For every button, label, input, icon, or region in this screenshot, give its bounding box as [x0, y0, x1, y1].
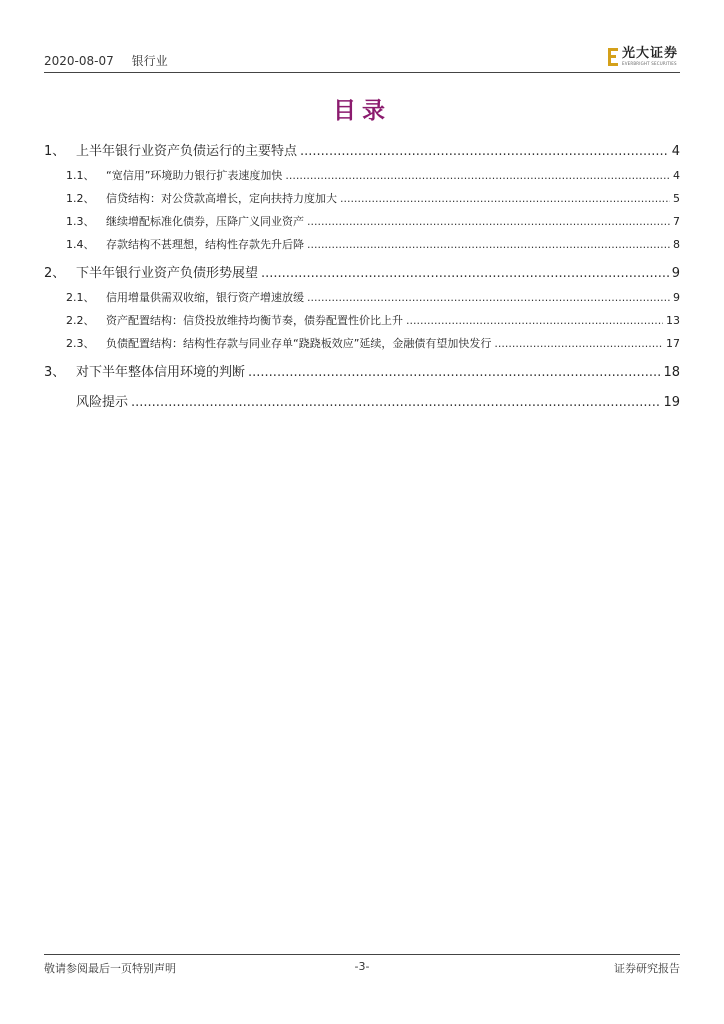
toc-entry-number: 1.4、 [66, 238, 95, 251]
report-date: 2020-08-07 [44, 54, 114, 68]
toc-entry-number: 1.1、 [66, 169, 95, 182]
logo-mark-icon [608, 48, 618, 66]
toc-entry-page: 13 [666, 314, 680, 327]
logo-name: 光大证券 [621, 46, 678, 61]
toc-entry[interactable] [44, 140, 680, 164]
toc-entry-number: 2.2、 [66, 314, 95, 327]
company-logo [608, 47, 678, 66]
toc-entry[interactable] [44, 210, 680, 233]
toc-entry-label: 存款结构不甚理想，结构性存款先升后降 [106, 238, 304, 251]
toc-leader-dots [248, 361, 660, 385]
toc-entry[interactable] [44, 361, 680, 385]
toc-entry-label: 信用增量供需双收缩，银行资产增速放缓 [106, 291, 304, 304]
toc-leader-dots [494, 332, 663, 355]
toc-entry-page: 17 [666, 337, 680, 350]
toc-leader-dots [406, 309, 663, 332]
toc-leader-dots [300, 140, 669, 164]
toc-leader-dots [307, 286, 670, 309]
toc-entry-label: 负债配置结构：结构性存款与同业存单“跷跷板效应”延续，金融债有望加快发行 [106, 337, 492, 350]
toc-entry-page: 4 [671, 144, 680, 159]
toc-leader-dots [261, 262, 669, 286]
toc-entry-label: 信贷结构：对公贷款高增长，定向扶持力度加大 [106, 192, 337, 205]
table-of-contents [44, 140, 680, 415]
toc-entry-page: 19 [663, 395, 680, 410]
toc-entry-label: 继续增配标准化债券，压降广义同业资产 [106, 215, 304, 228]
report-header [44, 52, 168, 69]
toc-entry-page: 9 [671, 266, 680, 281]
toc-leader-dots [340, 187, 670, 210]
toc-entry-number: 2.3、 [66, 337, 95, 350]
industry-label: 银行业 [131, 54, 168, 68]
toc-entry-label: 资产配置结构：信贷投放维持均衡节奏，债券配置性价比上升 [106, 314, 403, 327]
toc-entry-label: 对下半年整体信用环境的判断 [76, 365, 246, 380]
toc-entry[interactable] [44, 286, 680, 309]
toc-entry[interactable] [44, 262, 680, 286]
toc-leader-dots [131, 391, 660, 415]
toc-entry-number: 2.1、 [66, 291, 95, 304]
toc-entry-page: 5 [673, 192, 680, 205]
toc-leader-dots [307, 233, 670, 256]
toc-leader-dots [307, 210, 670, 233]
toc-entry[interactable] [44, 164, 680, 187]
toc-entry-label: 上半年银行业资产负债运行的主要特点 [76, 144, 298, 159]
toc-title: 目录 [333, 98, 391, 124]
toc-entry[interactable] [44, 187, 680, 210]
toc-entry-page: 18 [663, 365, 680, 380]
toc-entry-label: 风险提示 [76, 395, 129, 410]
page-number: -3- [354, 960, 370, 973]
toc-entry-label: 下半年银行业资产负债形势展望 [76, 266, 259, 281]
toc-entry[interactable] [44, 309, 680, 332]
toc-entry-number: 1.3、 [66, 215, 95, 228]
toc-entry[interactable] [44, 233, 680, 256]
toc-leader-dots [285, 164, 670, 187]
footer-divider [44, 954, 680, 955]
toc-entry[interactable] [44, 391, 680, 415]
toc-entry-page: 8 [673, 238, 680, 251]
toc-entry-page: 9 [673, 291, 680, 304]
footer-report-type: 证券研究报告 [614, 962, 680, 975]
toc-entry-number: 3、 [44, 365, 66, 380]
toc-entry-page: 4 [673, 169, 680, 182]
toc-entry-number: 2、 [44, 266, 66, 281]
header-divider [44, 72, 680, 73]
toc-entry[interactable] [44, 332, 680, 355]
toc-entry-number: 1、 [44, 144, 66, 159]
toc-entry-label: “宽信用”环境助力银行扩表速度加快 [106, 169, 283, 182]
logo-subtitle: EVERBRIGHT SECURITIES [621, 61, 677, 66]
toc-entry-page: 7 [673, 215, 680, 228]
footer-disclaimer: 敬请参阅最后一页特别声明 [44, 962, 176, 975]
toc-entry-number: 1.2、 [66, 192, 95, 205]
